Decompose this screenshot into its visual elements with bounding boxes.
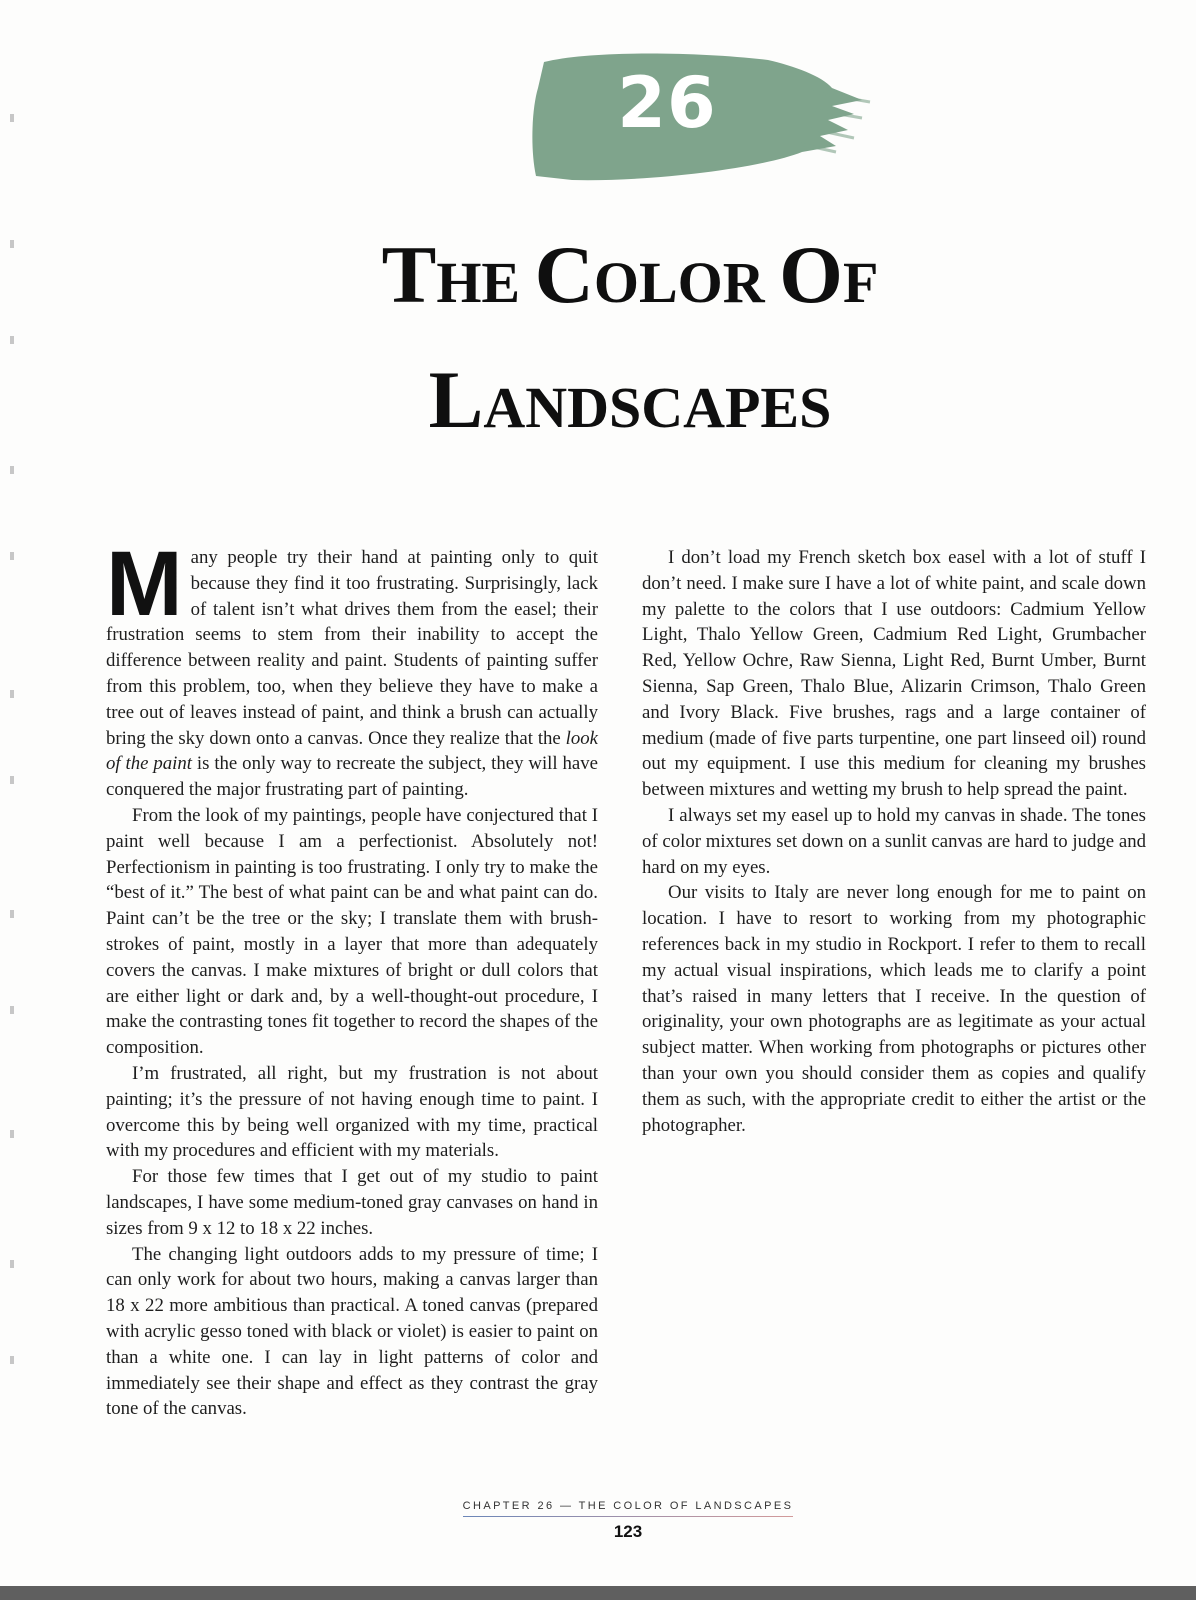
paragraph-text: is the only way to recreate the subject, they will have conquered the major frustrating part of painting.	[106, 753, 598, 801]
paragraph-text: any people try their hand at painting only to quit because they find it too frustrating. Surprisingly, lack of talent isn’t what drives them from the easel; their frustration seems to stem from their inability to accept the difference between reality and paint. Students of painting suffer from this problem, too, when they believe they have to make a tree out of leaves instead of paint, and think a brush can actually bring the sky down onto a canvas. Once they realize that the	[106, 547, 598, 749]
footer-rule	[463, 1516, 793, 1517]
title-small-caps: F	[842, 250, 879, 315]
title-letter: T	[381, 229, 437, 320]
title-small-caps: OLOR	[593, 250, 780, 315]
scan-edge	[0, 1586, 1196, 1600]
chapter-badge	[532, 48, 877, 196]
title-letter: O	[779, 229, 843, 320]
chapter-number: 26	[617, 62, 717, 144]
binding-marks	[10, 100, 24, 1400]
title-small-caps: ANDSCAPES	[483, 375, 832, 440]
paragraph	[106, 533, 598, 803]
page-number: 123	[613, 1522, 643, 1541]
text-column-right	[642, 545, 1146, 1138]
paragraph: I’m frustrated, all right, but my frustration is not about painting; it’s the pressure of not having enough time to paint. I overcome this by being well organized with my time, practical with my procedures and efficient with my materials.	[106, 1062, 598, 1162]
paragraph: From the look of my paintings, people have conjectured that I paint well because I am a perfectionist. Absolutely not! Perfectionism in painting is too frustrating. I only try to make the “best of it.” The best of what paint can be and what paint can do. Paint can’t be the tree or the sky; I translate them with brushstrokes of paint, mostly in a layer that more than adequately covers the canvas. I make mixtures of bright or dull colors that are either light or dark and, by a well-thought-out procedure, I make the contrasting tones fit together to record the shapes of the composition.	[106, 804, 598, 1059]
paragraph: For those few times that I get out of my studio to paint landscapes, I have some medium-toned gray canvases on hand in sizes from 9 x 12 to 18 x 22 inches.	[106, 1166, 598, 1239]
paragraph: I always set my easel up to hold my canvas in shade. The tones of color mixtures set down on a sunlit canvas are hard to judge and hard on my eyes.	[642, 804, 1146, 878]
title-line-1	[250, 224, 1010, 349]
emphasis-text: look of the paint	[106, 727, 598, 775]
page-footer	[330, 1500, 926, 1542]
title-line-2	[250, 349, 1010, 474]
paragraph: Our visits to Italy are never long enough for me to paint on location. I have to resort to working from my photographic references back in my studio in Rockport. I refer to them to recall my actual visual inspirations, which leads me to clarify a point that’s raised in many letters that I receive. In the question of originality, your own photographs are as legitimate as your actual subject matter. When working from photographs or pictures other than your own you should consider them as copies and qualify them as such, with the appropriate credit to either the artist or the photographer.	[642, 882, 1146, 1136]
title-letter: C	[534, 229, 594, 320]
title-letter: L	[428, 354, 484, 445]
text-column-left	[106, 533, 598, 1422]
paragraph: The changing light outdoors adds to my pressure of time; I can only work for about two hours, making a canvas larger than 18 x 22 more ambitious than practical. A toned canvas (prepared with acrylic gesso toned with black or violet) is easier to paint on than a white one. I can lay in light patterns of color and immediately see their shape and effect as they contrast the gray tone of the canvas.	[106, 1243, 598, 1420]
chapter-title	[250, 224, 1010, 474]
running-title: CHAPTER 26 — THE COLOR OF LANDSCAPES	[462, 1500, 794, 1512]
drop-cap: M	[106, 533, 183, 635]
title-small-caps: HE	[436, 250, 535, 315]
paragraph: I don’t load my French sketch box easel with a lot of stuff I don’t need. I make sure I have a lot of white paint, and scale down my palette to the colors that I use outdoors: Cadmium Yellow Light, Thalo Yellow Green, Cadmium Red Light, Grumbacher Red, Yellow Ochre, Raw Sienna, Light Red, Burnt Umber, Burnt Sienna, Sap Green, Thalo Blue, Alizarin Crimson, Thalo Green and Ivory Black. Five brushes, rags and a large container of medium (made of five parts turpentine, one part linseed oil) round out my equipment. I use this medium for cleaning my brushes between mixtures and wetting my brush to help spread the paint.	[642, 547, 1146, 801]
